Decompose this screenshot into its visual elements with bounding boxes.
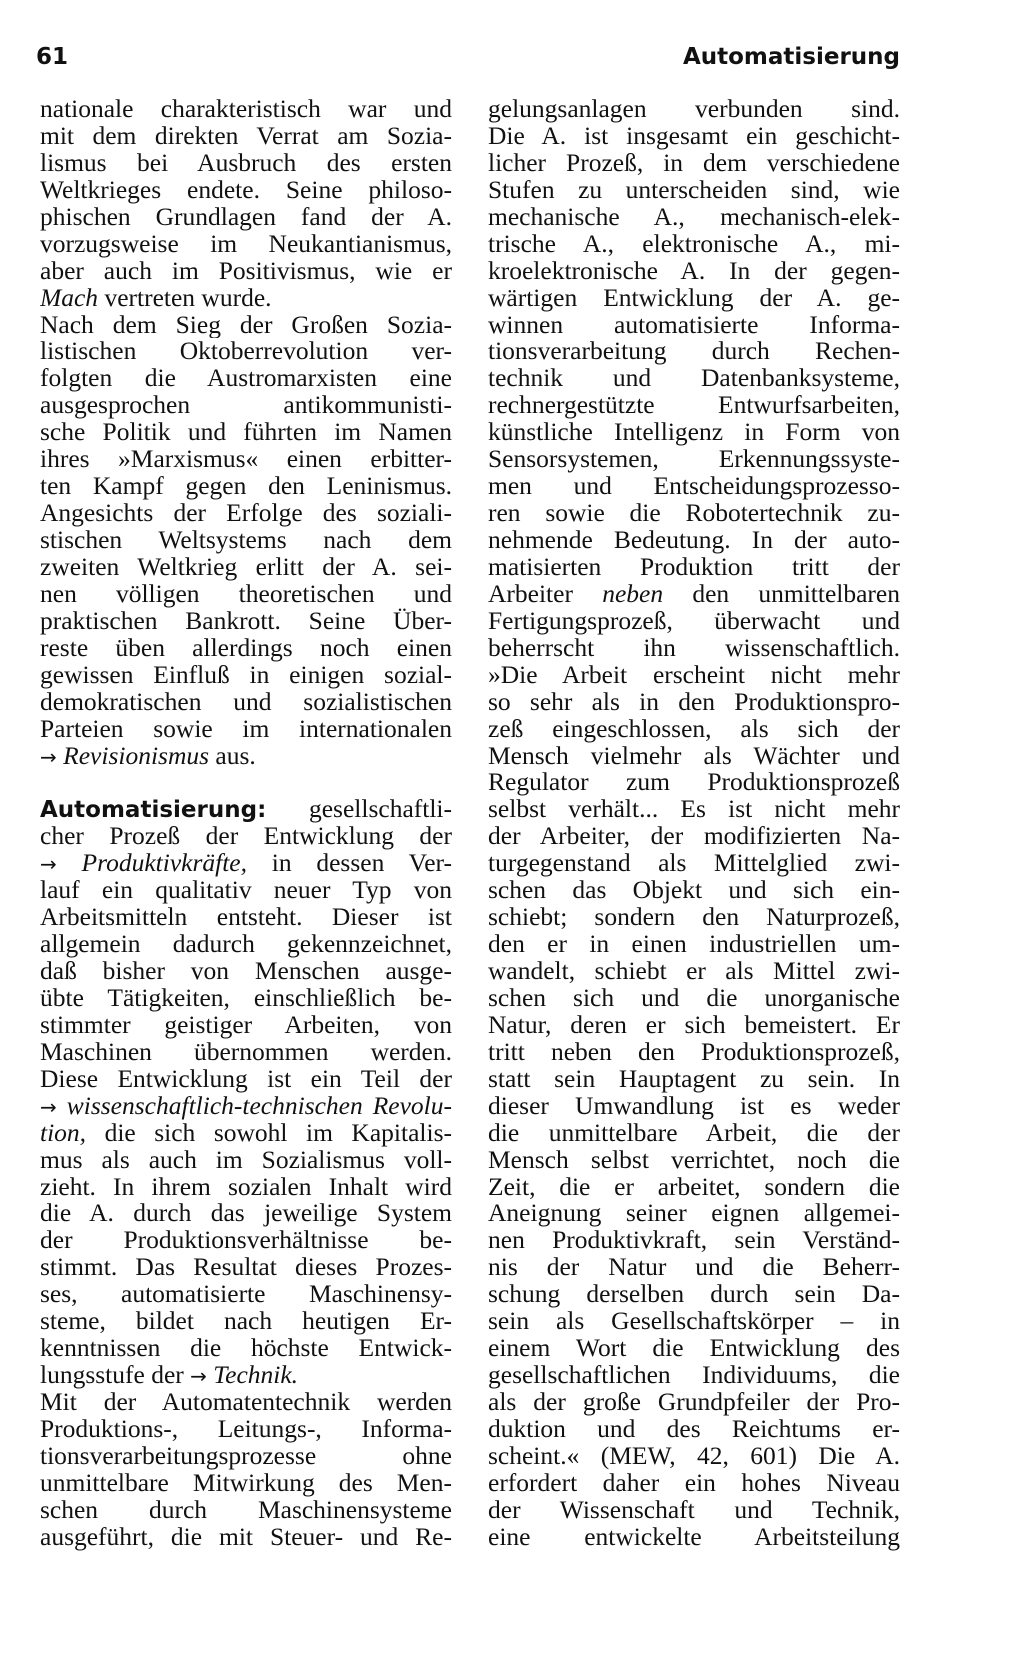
text-line: gesellschaftlichen Individuums, die (488, 1362, 900, 1389)
text-line: zweiten Weltkrieg erlitt der A. sei- (40, 553, 452, 581)
text-line: wandelt, schiebt er als Mittel zwi- (488, 958, 900, 985)
text-line: reste üben allerdings noch einen (40, 634, 452, 662)
text-line: demokratischen und sozialistischen (40, 688, 452, 716)
text-line: mus als auch im Sozialismus voll- (40, 1146, 452, 1174)
line-text: aus. (215, 742, 256, 770)
text-line: lismus bei Ausbruch des ersten (40, 149, 452, 177)
text-line: rechnergestützte Entwurfsarbeiten, (488, 392, 900, 420)
text-line: tionsverarbeitung durch Rechen- (488, 338, 900, 366)
text-line: phischen Grundlagen fand der A. (40, 203, 452, 231)
author-name: Mach (40, 284, 99, 312)
text-line: mechanische A., mechanisch-elek- (488, 203, 900, 231)
text-line: selbst verhält... Es ist nicht mehr (488, 796, 900, 824)
entry-keyword: Automatisierung: (40, 797, 267, 824)
text-line: Parteien sowie im internationalen (40, 715, 452, 743)
arrow-icon: → (40, 744, 57, 769)
text-line: Stufen zu unterscheiden sind, wie (488, 176, 900, 204)
text-line: Arbeitsmitteln entsteht. Dieser ist (40, 904, 452, 932)
text-line: aber auch im Positivismus, wie er (40, 257, 452, 285)
text-line (488, 581, 900, 608)
text-line (40, 1362, 452, 1389)
text-line: eine entwickelte Arbeitsteilung (488, 1523, 900, 1551)
text-line: unmittelbare Mitwirkung des Men- (40, 1469, 452, 1497)
text-line: tritt neben den Produktionsprozeß, (488, 1038, 900, 1066)
text-line: scheint.« (MEW, 42, 601) Die A. (488, 1442, 900, 1470)
text-line: nehmende Bedeutung. In der auto- (488, 527, 900, 554)
text-line: technik und Datenbanksysteme, (488, 365, 900, 393)
text-line: schen durch Maschinensysteme (40, 1496, 452, 1524)
text-line: ses, automatisierte Maschinensy- (40, 1281, 452, 1309)
text-line (40, 796, 452, 823)
text-line: dieser Umwandlung ist es weder (488, 1092, 900, 1120)
text-line: praktischen Bankrott. Seine Über- (40, 607, 452, 635)
cross-reference[interactable]: tion, (40, 1119, 87, 1147)
text-line: gelungsanlagen verbunden sind. (488, 96, 900, 123)
cross-reference[interactable]: wissenschaftlich-technischen Revolu- (66, 1092, 452, 1120)
text-line: Mensch vielmehr als Wächter und (488, 742, 900, 770)
left-column (40, 96, 452, 1551)
text-line: cher Prozeß der Entwicklung der (40, 823, 452, 851)
text-line: die unmittelbare Arbeit, die der (488, 1119, 900, 1147)
text-line: zieht. In ihrem sozialen Inhalt wird (40, 1173, 452, 1201)
arrow-icon: → (190, 1364, 207, 1389)
text-line: ausgeführt, die mit Steuer- und Re- (40, 1523, 452, 1551)
text-line: statt sein Hauptagent zu sein. In (488, 1065, 900, 1093)
text-line: der Wissenschaft und Technik, (488, 1496, 900, 1524)
text-line: men und Entscheidungsprozesso- (488, 473, 900, 501)
text-line (40, 743, 452, 770)
text-line: stimmt. Das Resultat dieses Prozes- (40, 1254, 452, 1282)
text-line: ren sowie die Robotertechnik zu- (488, 500, 900, 527)
text-line: allgemein dadurch gekennzeichnet, (40, 931, 452, 958)
text-line: nationale charakteristisch war und (40, 96, 452, 123)
text-line: stimmter geistiger Arbeiten, von (40, 1011, 452, 1039)
text-line: Diese Entwicklung ist ein Teil der (40, 1065, 452, 1093)
text-line: matisierten Produktion tritt der (488, 553, 900, 581)
text-line: ihres »Marxismus« einen erbitter- (40, 446, 452, 474)
text-line: duktion und des Reichtums er- (488, 1415, 900, 1443)
text-line: ten Kampf gegen den Leninismus. (40, 473, 452, 501)
text-line: Angesichts der Erfolge des soziali- (40, 500, 452, 527)
line-text: vertreten wurde. (104, 284, 272, 312)
text-line: tionsverarbeitungsprozesse ohne (40, 1442, 452, 1470)
arrow-icon: → (40, 1094, 57, 1119)
text-line: Die A. ist insgesamt ein geschicht- (488, 122, 900, 150)
text-line: kroelektronische A. In der gegen- (488, 257, 900, 285)
line-text: Arbeiter (488, 580, 573, 608)
text-line: Mit der Automatentechnik werden (40, 1389, 452, 1416)
text-line: Nach dem Sieg der Großen Sozia- (40, 311, 452, 339)
arrow-icon: → (40, 852, 57, 877)
text-line: turgegenstand als Mittelglied zwi- (488, 850, 900, 878)
text-line: Weltkrieges endete. Seine philoso- (40, 176, 452, 204)
text-line: zeß eingeschlossen, als sich der (488, 715, 900, 743)
text-line (40, 285, 452, 312)
text-line: übte Tätigkeiten, einschließlich be- (40, 984, 452, 1012)
text-line (40, 850, 452, 877)
text-line: Mensch selbst verrichtet, noch die (488, 1146, 900, 1174)
text-line: nis der Natur und die Beherr- (488, 1254, 900, 1282)
right-column (488, 96, 900, 1551)
text-line: Regulator zum Produktionsprozeß (488, 769, 900, 797)
text-line: licher Prozeß, in dem verschiedene (488, 149, 900, 177)
text-line: beherrscht ihn wissenschaftlich. (488, 634, 900, 662)
text-line: Sensorsystemen, Erkennungssyste- (488, 446, 900, 474)
text-line: mit dem direkten Verrat am Sozia- (40, 122, 452, 150)
text-line: trische A., elektronische A., mi- (488, 230, 900, 258)
text-line: die A. durch das jeweilige System (40, 1200, 452, 1228)
text-line: Natur, deren er sich bemeistert. Er (488, 1011, 900, 1039)
text-line: sein als Gesellschaftskörper – in (488, 1308, 900, 1336)
text-line: folgten die Austromarxisten eine (40, 365, 452, 393)
text-line: gewissen Einfluß in einigen sozial- (40, 661, 452, 689)
cross-reference[interactable]: Technik. (213, 1362, 299, 1389)
text-line: stischen Weltsystems nach dem (40, 527, 452, 554)
line-text: lungsstufe der (40, 1362, 184, 1389)
line-text: den unmittelbaren (692, 580, 900, 608)
text-line: als der große Grundpfeiler der Pro- (488, 1389, 900, 1416)
text-line: nen völligen theoretischen und (40, 580, 452, 608)
text-line: nen Produktivkraft, sein Verständ- (488, 1227, 900, 1255)
text-line: schung derselben durch sein Da- (488, 1281, 900, 1309)
text-line: erfordert daher ein hohes Niveau (488, 1469, 900, 1497)
text-line: »Die Arbeit erscheint nicht mehr (488, 661, 900, 689)
text-line: Maschinen übernommen werden. (40, 1038, 452, 1066)
text-line: daß bisher von Menschen ausge- (40, 958, 452, 985)
text-line: schiebt; sondern den Naturprozeß, (488, 904, 900, 932)
text-line (40, 1120, 452, 1147)
line-text: die sich sowohl im Kapitalis- (104, 1119, 452, 1147)
text-line: Fertigungsprozeß, überwacht und (488, 607, 900, 635)
line-text: gesellschaftli- (308, 796, 452, 824)
page-header (36, 44, 900, 80)
text-line: so sehr als in den Produktionspro- (488, 688, 900, 716)
text-line: sche Politik und führten im Namen (40, 419, 452, 447)
running-head: Automatisierung (682, 44, 900, 70)
text-line: Zeit, die er arbeitet, sondern die (488, 1173, 900, 1201)
text-line: einem Wort die Entwicklung des (488, 1335, 900, 1363)
paragraph-gap (40, 769, 452, 796)
text-line: steme, bildet nach heutigen Er- (40, 1308, 452, 1336)
text-line: der Arbeiter, der modifizierten Na- (488, 823, 900, 851)
text-line: ausgesprochen antikommunisti- (40, 392, 452, 420)
text-line: schen sich und die unorganische (488, 984, 900, 1012)
text-line (40, 1093, 452, 1120)
text-line: kenntnissen die höchste Entwick- (40, 1335, 452, 1363)
text-line: der Produktionsverhältnisse be- (40, 1227, 452, 1255)
cross-reference[interactable]: Produktivkräfte, (81, 850, 247, 878)
text-line: Aneignung seiner eignen allgemei- (488, 1200, 900, 1228)
text-line: winnen automatisierte Informa- (488, 311, 900, 339)
text-line: vorzugsweise im Neukantianismus, (40, 230, 452, 258)
cross-reference[interactable]: Revisionismus (63, 742, 210, 770)
page-number: 61 (36, 44, 69, 70)
emphasis: neben (602, 580, 664, 608)
text-line: künstliche Intelligenz in Form von (488, 419, 900, 447)
text-line: wärtigen Entwicklung der A. ge- (488, 284, 900, 312)
text-line: den er in einen industriellen um- (488, 931, 900, 958)
text-line: Produktions-, Leitungs-, Informa- (40, 1415, 452, 1443)
text-line: schen das Objekt und sich ein- (488, 877, 900, 905)
line-text: in dessen Ver- (271, 850, 452, 878)
text-line: lauf ein qualitativ neuer Typ von (40, 877, 452, 905)
text-line: listischen Oktoberrevolution ver- (40, 338, 452, 366)
